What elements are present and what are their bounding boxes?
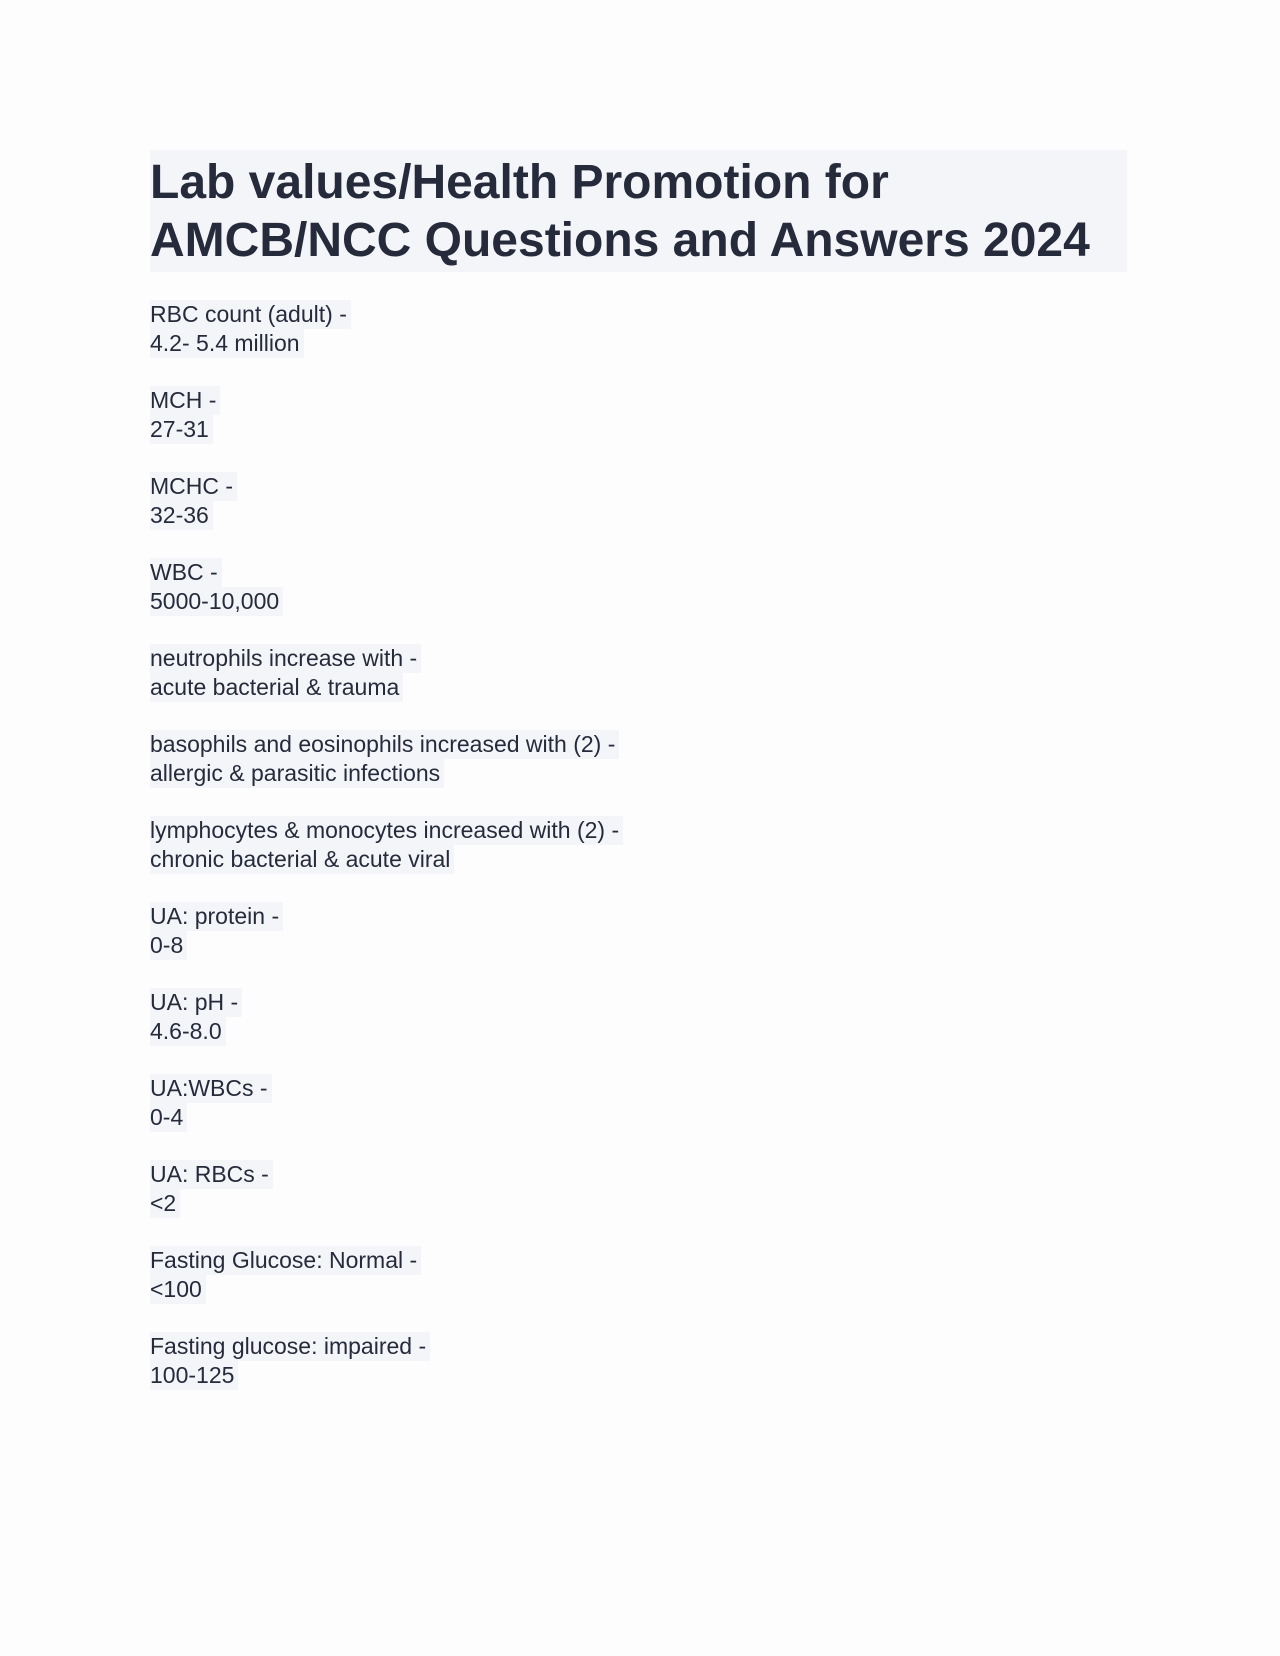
answer-text: 4.2- 5.4 million	[150, 329, 304, 358]
question-text: MCH -	[150, 386, 220, 415]
qa-item	[150, 730, 1127, 788]
answer-text: 0-8	[150, 931, 187, 960]
qa-list	[150, 300, 1127, 1390]
answer-text: <100	[150, 1275, 206, 1304]
qa-item	[150, 558, 1127, 616]
qa-item	[150, 644, 1127, 702]
answer-text: 32-36	[150, 501, 213, 530]
question-text: WBC -	[150, 558, 222, 587]
answer-text: 0-4	[150, 1103, 187, 1132]
question-text: MCHC -	[150, 472, 237, 501]
question-text: Fasting Glucose: Normal -	[150, 1246, 421, 1275]
qa-item	[150, 1246, 1127, 1304]
question-text: UA: protein -	[150, 902, 283, 931]
qa-item	[150, 902, 1127, 960]
qa-item	[150, 1332, 1127, 1390]
question-text: RBC count (adult) -	[150, 300, 351, 329]
question-text: UA: RBCs -	[150, 1160, 273, 1189]
title-block	[150, 150, 1127, 272]
answer-text: 5000-10,000	[150, 587, 283, 616]
question-text: neutrophils increase with -	[150, 644, 421, 673]
answer-text: chronic bacterial & acute viral	[150, 845, 454, 874]
question-text: UA: pH -	[150, 988, 242, 1017]
answer-text: 4.6-8.0	[150, 1017, 226, 1046]
qa-item	[150, 816, 1127, 874]
qa-item	[150, 1160, 1127, 1218]
question-text: UA:WBCs -	[150, 1074, 272, 1103]
answer-text: 27-31	[150, 415, 213, 444]
qa-item	[150, 1074, 1127, 1132]
document-page	[150, 150, 1127, 1418]
answer-text: <2	[150, 1189, 180, 1218]
answer-text: acute bacterial & trauma	[150, 673, 403, 702]
question-text: lymphocytes & monocytes increased with (2) -	[150, 816, 623, 845]
qa-item	[150, 300, 1127, 358]
page-title: Lab values/Health Promotion for AMCB/NCC Questions and Answers 2024	[150, 156, 1090, 267]
qa-item	[150, 386, 1127, 444]
answer-text: allergic & parasitic infections	[150, 759, 444, 788]
question-text: basophils and eosinophils increased with (2) -	[150, 730, 619, 759]
question-text: Fasting glucose: impaired -	[150, 1332, 430, 1361]
answer-text: 100-125	[150, 1361, 238, 1390]
qa-item	[150, 988, 1127, 1046]
qa-item	[150, 472, 1127, 530]
